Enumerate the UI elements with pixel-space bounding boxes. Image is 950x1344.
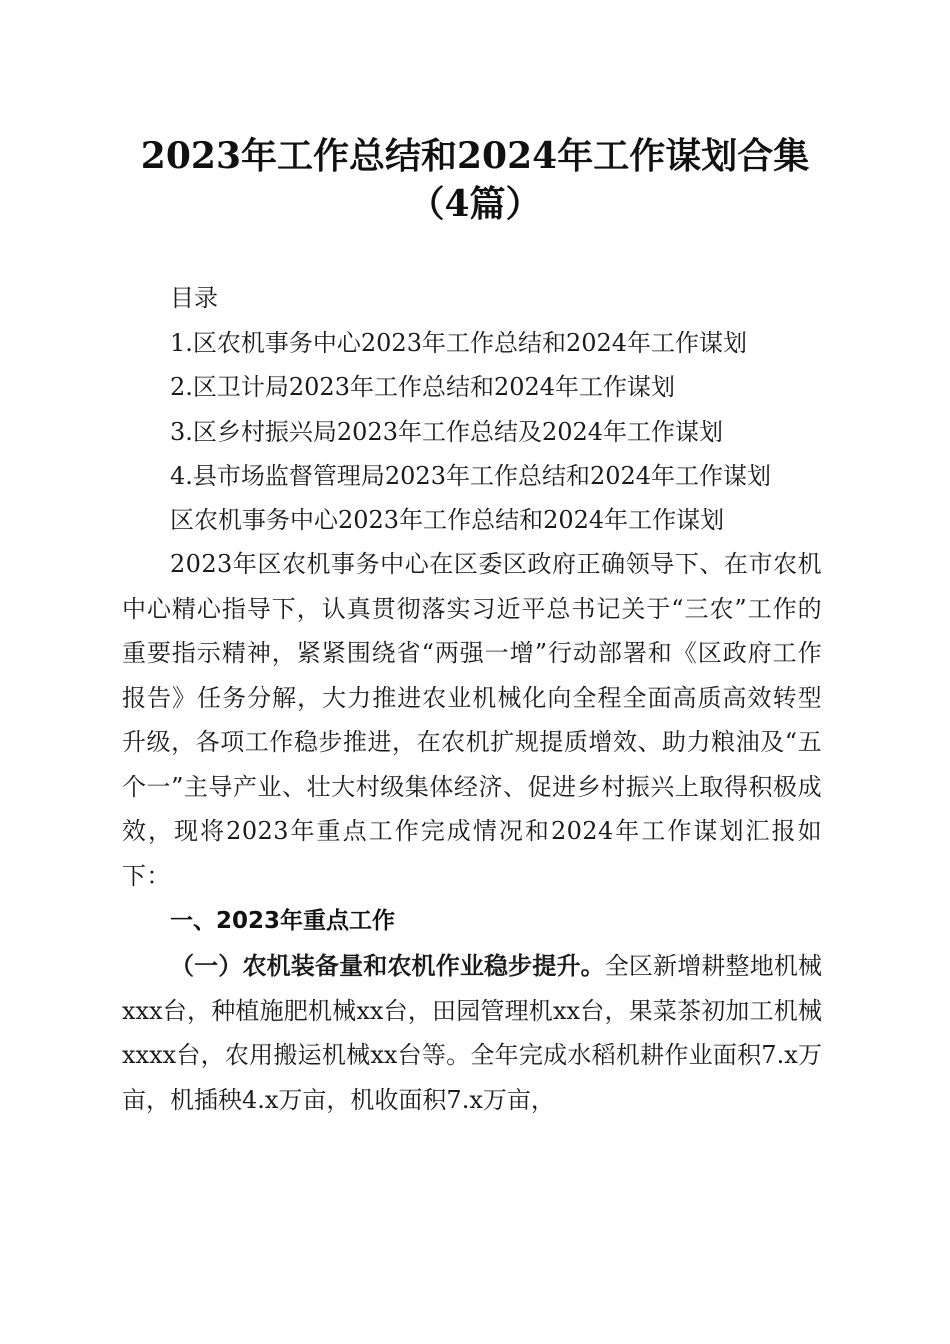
toc-item: 2.区卫计局2023年工作总结和2024年工作谋划 xyxy=(170,373,676,401)
toc-heading: 目录 xyxy=(170,284,218,312)
toc-item: 1.区农机事务中心2023年工作总结和2024年工作谋划 xyxy=(170,328,748,357)
section-paragraph xyxy=(122,944,822,1122)
section-heading: 一、2023年重点工作 xyxy=(170,908,396,934)
subsection-text: 全区新增耕整地机械xxx台，种植施肥机械xx台，田园管理机xx台，果菜茶初加工机械xxxx台，农用搬运机械xx台等。全年完成水稻机耕作业面积7.x万亩，机插秧4.x万亩，机收面积7.x万亩， xyxy=(122,952,823,1114)
table-of-contents xyxy=(170,276,870,499)
intro-paragraph: 2023年区农机事务中心在区委区政府正确领导下、在市农机中心精心指导下，认真贯彻落实习近平总书记关于“三农”工作的重要指示精神，紧紧围绕省“两强一增”行动部署和《区政府工作报告》任务分解，大力推进农业机械化向全程全面高质高效转型升级，各项工作稳步推进，在农机扩规提质增效、助力粮油及“五个一”主导产业、壮大村级集体经济、促进乡村振兴上取得积极成效，现将2023年重点工作完成情况和2024年工作谋划汇报如下： xyxy=(122,550,822,890)
document-title: 2023年工作总结和2024年工作谋划合集（4篇） xyxy=(140,135,810,225)
article-heading: 区农机事务中心2023年工作总结和2024年工作谋划 xyxy=(170,506,725,534)
subsection-lead: （一）农机装备量和农机作业稳步提升。 xyxy=(170,951,605,980)
toc-item: 3.区乡村振兴局2023年工作总结及2024年工作谋划 xyxy=(170,417,724,446)
toc-item: 4.县市场监督管理局2023年工作总结和2024年工作谋划 xyxy=(170,462,772,490)
